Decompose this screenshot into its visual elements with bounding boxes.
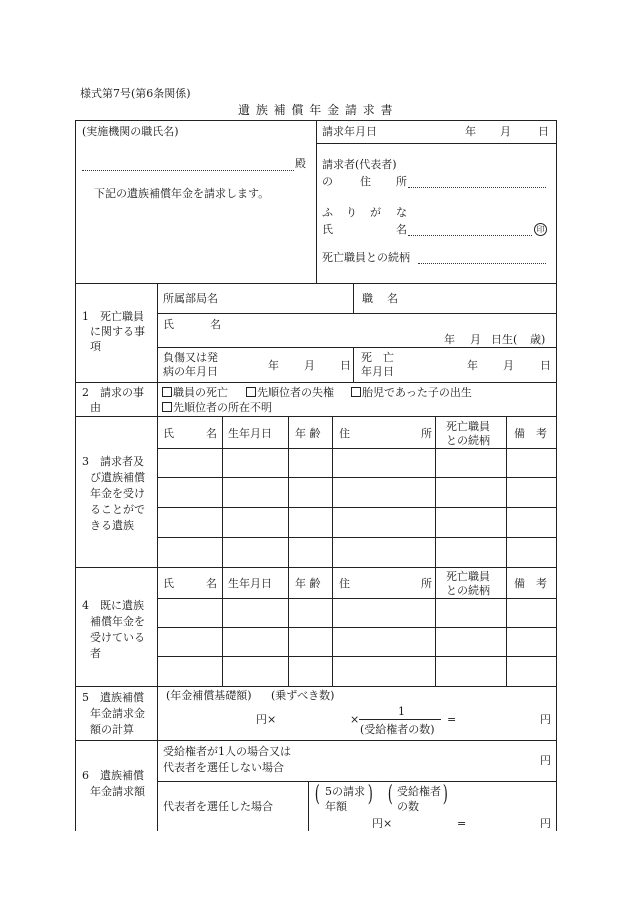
rep-box1-line2: 年額 [325,800,347,813]
bracket-left-2: ( [387,782,393,807]
rep-box2-line1: 受給権者 [397,785,441,798]
address-label-2: 所 [396,175,407,188]
col-birth: 生年月日 [228,577,272,590]
sec4-label-line: 補償年金を [90,615,145,628]
furigana-4: な [396,206,407,219]
post-label-2: 名 [387,292,398,305]
checkbox-icon[interactable] [162,402,172,412]
multiplier-label: (乗ずべき数) [271,689,335,702]
reason-option-missing[interactable] [162,402,272,413]
deceased-name-2: 名 [210,318,221,331]
dept-label: 所属部局名 [163,292,218,305]
name-label-2: 名 [396,223,407,236]
deceased-name-1: 氏 [163,318,174,331]
reason-option-forfeit[interactable] [246,387,334,398]
single-case-line1: 受給権者が1人の場合又は [163,745,291,758]
claimant-label: 請求者(代表者) [322,158,397,171]
col-addr-2: 所 [421,427,432,440]
relation-line [418,263,546,264]
rep-equals: = [457,817,467,830]
col-age: 年 齢 [295,577,321,590]
date-month: 月 [500,125,511,138]
calc-times: × [350,713,360,726]
col-note: 備 考 [514,427,547,440]
sec4-label-line: 4 既に遺族 [82,599,144,612]
request-statement: 下記の遺族補償年金を請求します。 [94,187,270,200]
dono-label: 殿 [295,157,306,170]
injury-year: 年 [268,359,279,372]
rep-box1-line1: 5の請求 [325,785,365,798]
col-rel-2: との続柄 [446,584,490,597]
single-case-yen: 円 [540,754,551,767]
calc-result-yen: 円 [540,713,551,726]
reason-option-birth[interactable] [351,387,472,398]
form-title: 遺 族 補 償 年 金 請 求 書 [238,103,394,117]
address-label-1: 住 [360,175,371,188]
col-name-2: 名 [206,577,217,590]
sec3-label-line: きる遺族 [90,519,134,532]
bracket-right-1: ) [367,782,373,807]
death-year: 年 [467,359,478,372]
furigana-3: が [370,206,381,219]
rep-box2-line2: の数 [397,800,419,813]
date-year: 年 [465,125,476,138]
sec5-label-line: 年金請求金 [90,707,145,720]
checkbox-icon[interactable] [351,387,361,397]
bracket-left-1: ( [314,782,320,807]
sec5-label-line: 5 遺族補償 [82,691,144,704]
sec1-label-line3: 項 [90,340,101,353]
single-case-line2: 代表者を選任しない場合 [163,761,284,774]
rep-case-label: 代表者を選任した場合 [163,800,273,813]
birth-year: 年 [444,333,455,346]
col-note: 備 考 [514,577,547,590]
rep-result-yen: 円 [540,817,551,830]
rep-yen-times: 円× [372,817,393,830]
col-addr-1: 住 [339,427,350,440]
seal-mark: 印 [534,223,547,236]
col-rel-1: 死亡職員 [446,420,490,433]
fraction-numerator: 1 [398,705,405,718]
injury-label-2: 病の年月日 [163,365,218,378]
calc-equals: = [447,713,457,726]
death-label-2: 年月日 [361,365,394,378]
sec3-label-line: ることがで [90,503,145,516]
sec3-label-line: び遺族補償 [90,471,145,484]
col-rel-2: との続柄 [446,434,490,447]
col-name-1: 氏 [163,427,174,440]
sec4-label-line: 者 [90,647,101,660]
sec3-label-line: 3 請求者及 [82,455,144,468]
death-month: 月 [503,359,514,372]
sec5-label-line: 額の計算 [90,723,134,736]
checkbox-icon[interactable] [162,387,172,397]
death-day: 日 [540,359,551,372]
col-age: 年 齢 [295,427,321,440]
agency-label: (実施機関の職氏名) [82,125,179,138]
checkbox-icon[interactable] [246,387,256,397]
injury-day: 日 [340,359,351,372]
bracket-right-2: ) [442,782,448,807]
birth-month: 月 [470,333,481,346]
reason-option-death[interactable] [162,387,228,398]
name-line [408,235,532,236]
address-no: の [322,175,333,188]
calc-yen-times: 円× [256,713,277,726]
option-label: 職員の死亡 [173,386,228,399]
sec2-label-line1: 2 請求の事 [82,386,144,399]
sec6-label-line: 年金請求額 [90,785,145,798]
col-rel-1: 死亡職員 [446,570,490,583]
fraction-denominator: (受給権者の数) [360,723,435,736]
agency-name-line [82,170,294,171]
col-name-1: 氏 [163,577,174,590]
col-addr-2: 所 [421,577,432,590]
sec1-label-line1: 1 死亡職員 [82,310,144,323]
col-birth: 生年月日 [228,427,272,440]
fraction-bar [359,719,441,720]
option-label: 先順位者の所在不明 [173,401,272,414]
relation-label: 死亡職員との続柄 [322,251,410,264]
col-name-2: 名 [206,427,217,440]
sec2-label-line2: 由 [90,401,101,414]
option-label: 胎児であった子の出生 [362,386,472,399]
furigana-1: ふ [322,206,333,219]
sec4-label-line: 受けている [90,631,145,644]
injury-month: 月 [304,359,315,372]
birth-age: 歳) [530,333,546,346]
death-label-1: 死 亡 [361,351,394,364]
furigana-2: り [346,206,357,219]
address-line [408,187,546,188]
birth-day: 日生( [491,333,518,346]
request-date-label: 請求年月日 [322,125,377,138]
option-label: 先順位者の失権 [257,386,334,399]
name-label-1: 氏 [322,223,333,236]
date-day: 日 [538,125,549,138]
injury-label-1: 負傷又は発 [163,351,218,364]
sec3-label-line: 年金を受け [90,487,145,500]
sec1-label-line2: に関する事 [90,325,145,338]
col-addr-1: 住 [339,577,350,590]
form-number: 様式第7号(第6条関係) [80,87,191,100]
base-amount-label: (年金補償基礎額) [166,689,252,702]
post-label-1: 職 [362,292,373,305]
sec6-label-line: 6 遺族補償 [82,769,144,782]
